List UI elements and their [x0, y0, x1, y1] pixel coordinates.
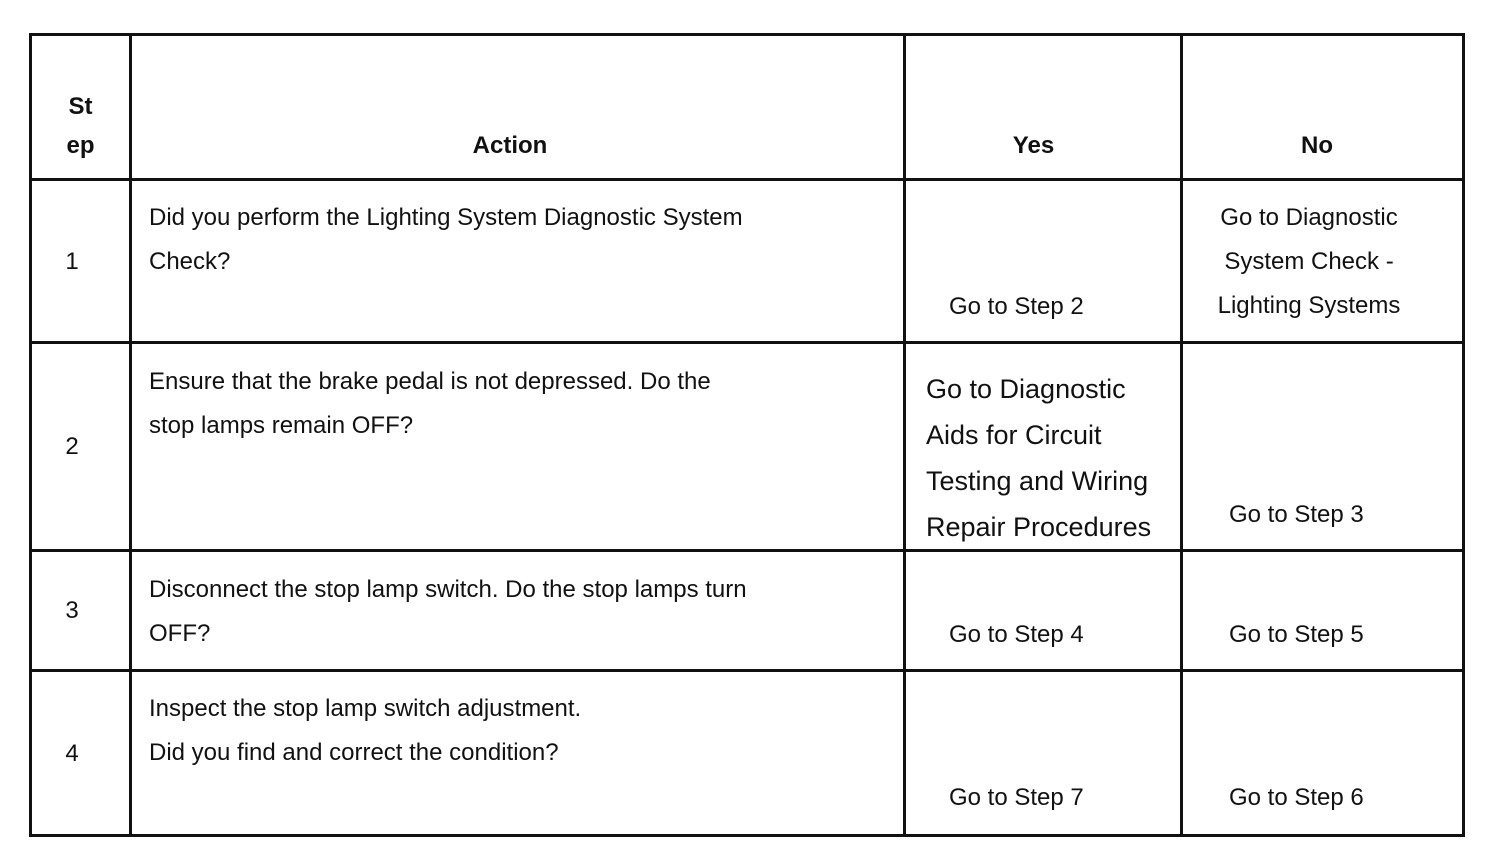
step-number: 2 [65, 433, 79, 460]
header-action: Action [472, 132, 548, 159]
no-link[interactable] [1189, 196, 1429, 328]
table-border-right [1462, 33, 1465, 837]
yes-line: Go to Step 4 [949, 621, 1084, 648]
step-number: 3 [65, 597, 79, 624]
yes-link[interactable] [949, 285, 1169, 329]
action-line: Ensure that the brake pedal is not depressed. Do the [149, 368, 711, 395]
yes-line: Go to Diagnostic [926, 374, 1126, 404]
row-divider [29, 549, 1465, 552]
action-line: OFF? [149, 620, 211, 647]
no-link[interactable] [1229, 776, 1449, 820]
no-line: Go to Step 6 [1229, 784, 1364, 811]
step-number: 4 [65, 740, 79, 767]
action-line: Disconnect the stop lamp switch. Do the stop lamps turn [149, 576, 747, 603]
action-text [149, 360, 889, 448]
yes-line: Go to Step 2 [949, 293, 1084, 320]
yes-link[interactable] [949, 613, 1169, 657]
no-line: System Check - [1224, 248, 1394, 275]
table-border-bottom [29, 834, 1465, 837]
action-line: stop lamps remain OFF? [149, 412, 414, 439]
yes-link[interactable] [949, 776, 1169, 820]
step-number: 1 [65, 248, 79, 275]
action-line: Inspect the stop lamp switch adjustment. [149, 695, 582, 722]
header-yes: Yes [1012, 132, 1055, 159]
no-link[interactable] [1229, 613, 1449, 657]
action-line: Did you find and correct the condition? [149, 739, 559, 766]
no-line: Go to Step 5 [1229, 621, 1364, 648]
action-line: Did you perform the Lighting System Diagnostic System [149, 204, 743, 231]
no-line: Lighting Systems [1217, 292, 1401, 319]
diagnostic-table [29, 33, 1465, 837]
header-divider [29, 178, 1465, 181]
yes-link[interactable] [926, 366, 1176, 550]
action-line: Check? [149, 248, 231, 275]
no-line: Go to Step 3 [1229, 501, 1364, 528]
row-divider [29, 669, 1465, 672]
no-line: Go to Diagnostic [1220, 204, 1398, 231]
header-step [32, 87, 129, 165]
yes-line: Testing and Wiring [926, 466, 1149, 496]
yes-line: Repair Procedures [926, 512, 1152, 542]
yes-line: Aids for Circuit [926, 420, 1102, 450]
header-no: No [1301, 132, 1333, 159]
row-divider [29, 341, 1465, 344]
header-step-line: ep [66, 132, 95, 159]
action-text [149, 687, 889, 775]
yes-line: Go to Step 7 [949, 784, 1084, 811]
action-text [149, 568, 889, 656]
table-border-top [29, 33, 1465, 36]
action-text [149, 196, 889, 284]
no-link[interactable] [1229, 493, 1449, 537]
header-step-line: St [68, 93, 93, 120]
